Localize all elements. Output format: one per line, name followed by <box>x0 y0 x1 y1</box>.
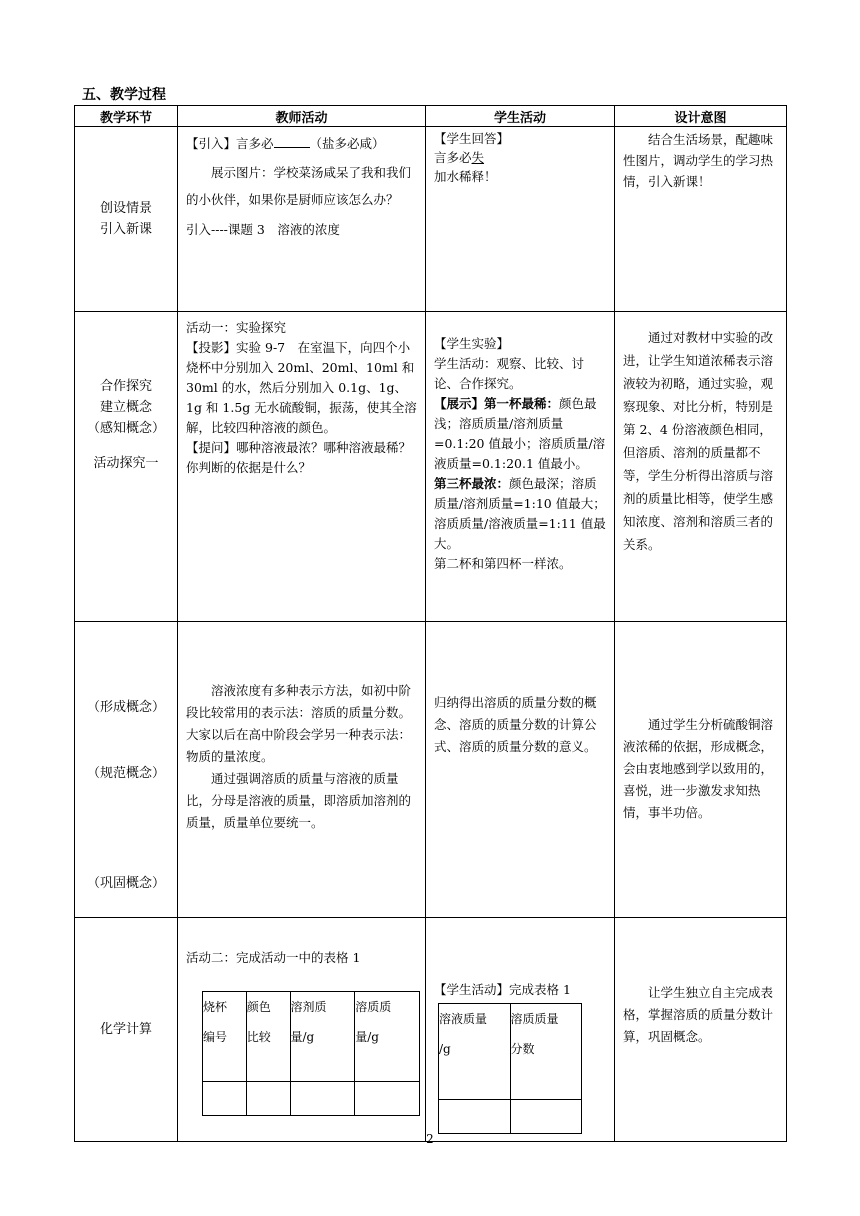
header-teacher: 教师活动 <box>178 106 426 127</box>
header-intent: 设计意图 <box>615 106 787 127</box>
student-line: 学生活动：观察、比较、讨论、合作探究。 <box>434 356 585 391</box>
sub-header: 溶质质量 分数 <box>510 1004 582 1100</box>
row-intro <box>75 127 787 312</box>
intent-calc: 让学生独立自主完成表格，掌握溶质的质量分数计算，巩固概念。 <box>615 918 787 1142</box>
sub-cell <box>246 1082 290 1116</box>
sub-cell <box>203 1082 247 1116</box>
sub-header: 溶质质 量/g <box>355 992 420 1082</box>
stage-concept <box>75 622 178 918</box>
teacher-line: 活动一：实验探究 <box>186 320 287 335</box>
teacher-para: 溶液浓度有多种表示方法，如初中阶段比较常用的表示法：溶质的质量分数。大家以后在高中阶段会学另一种表示法：物质的量浓度。 <box>186 683 412 764</box>
sub-header: 溶剂质 量/g <box>290 992 355 1082</box>
teacher-para: 【提问】哪种溶液最浓？哪种溶液最稀？你判断的依据是什么？ <box>186 440 412 475</box>
stage-line: 引入新课 <box>99 222 152 237</box>
stage-line: （巩固概念） <box>86 876 165 891</box>
stage-line: （规范概念） <box>86 766 165 781</box>
stage-calc: 化学计算 <box>75 918 178 1142</box>
sub-header: 溶液质量 /g <box>439 1004 511 1100</box>
student-concept: 归纳得出溶质的质量分数的概念、溶质的质量分数的计算公式、溶质的质量分数的意义。 <box>426 622 615 918</box>
stage-line: （感知概念） <box>86 421 165 436</box>
student-para: 第三杯最浓：颜色最深；溶质质量/溶剂质量=1:10 值最大；溶质质量/溶液质量=1:11 值最大。 <box>434 476 606 551</box>
teacher-concept <box>178 622 426 918</box>
sub-cell <box>290 1082 355 1116</box>
student-line: 加水稀释！ <box>434 169 497 184</box>
teacher-para: 通过强调溶质的质量与溶液的质量比，分母是溶液的质量，即溶质加溶剂的质量，质量单位要统一。 <box>186 771 412 830</box>
student-para: 【展示】第一杯最稀：颜色最浅；溶质质量/溶剂质量=0.1:20 值最小；溶质质量/溶液质量=0.1:20.1 值最小。 <box>434 396 606 471</box>
fill-blank <box>274 135 310 148</box>
teacher-para: 【投影】实验 9-7 在室温下，向四个小烧杯中分别加入 20ml、20ml、10ml 和 30ml 的水，然后分别加入 0.1g、1g、1g 和 1.5g 无水硫酸铜，振荡，使其全溶解，比较四种溶液的颜色。 <box>186 340 417 435</box>
stage-line: 创设情景 <box>99 201 152 216</box>
row-explore <box>75 312 787 622</box>
sub-cell <box>510 1100 582 1134</box>
teacher-intro <box>178 127 426 312</box>
intent-intro: 结合生活场景，配趣味性图片，调动学生的学习热情，引入新课！ <box>615 127 787 312</box>
student-head: 【学生回答】 <box>434 131 510 146</box>
section-title: 五、教学过程 <box>82 87 166 103</box>
student-explore <box>426 312 615 622</box>
row-concept <box>75 622 787 918</box>
stage-line: 合作探究 <box>99 379 152 394</box>
teacher-calc <box>178 918 426 1142</box>
stage-line: 活动探究一 <box>93 456 159 471</box>
student-head: 【学生实验】 <box>434 336 510 351</box>
result-table <box>438 1003 582 1134</box>
sub-cell <box>355 1082 420 1116</box>
stage-explore <box>75 312 178 622</box>
stage-line: 建立概念 <box>99 400 152 415</box>
teacher-line: 活动二：完成活动一中的表格 1 <box>186 950 361 965</box>
student-intro <box>426 127 615 312</box>
teacher-line: 【引入】言多必 （盐多必咸） <box>186 136 385 151</box>
beaker-table <box>202 991 420 1116</box>
student-line: 言多必失 <box>434 150 485 165</box>
teacher-explore <box>178 312 426 622</box>
teacher-para: 展示图片：学校菜汤咸呆了我和我们的小伙伴，如果你是厨师应该怎么办？ <box>186 165 412 207</box>
sub-header: 颜色 比较 <box>246 992 290 1082</box>
student-calc <box>426 918 615 1142</box>
sub-header: 烧杯 编号 <box>203 992 247 1082</box>
teaching-process-table <box>74 105 787 1142</box>
intent-explore: 通过对教材中实验的改进，让学生知道浓稀表示溶液较为初略，通过实验，观察现象、对比分析，特别是第 2、4 份溶液颜色相同，但溶质、溶剂的质量都不等，学生分析得出溶质与溶剂的质量比相等，使学生感知浓度、溶剂和溶质三者的关系。 <box>615 312 787 622</box>
student-line: 【学生活动】完成表格 1 <box>434 982 571 997</box>
teacher-line: 引入----课题 3 溶液的浓度 <box>186 222 340 237</box>
student-line: 第二杯和第四杯一样浓。 <box>434 556 572 571</box>
page-number: 2 <box>426 1132 434 1146</box>
header-stage: 教学环节 <box>75 106 178 127</box>
header-student: 学生活动 <box>426 106 615 127</box>
sub-cell <box>439 1100 511 1134</box>
stage-line: （形成概念） <box>86 700 165 715</box>
row-calc <box>75 918 787 1142</box>
header-row <box>75 106 787 127</box>
intent-concept: 通过学生分析硫酸铜溶液浓稀的依据，形成概念，会由衷地感到学以致用的，喜悦，进一步激发求知热情，事半功倍。 <box>615 622 787 918</box>
stage-intro <box>75 127 178 312</box>
